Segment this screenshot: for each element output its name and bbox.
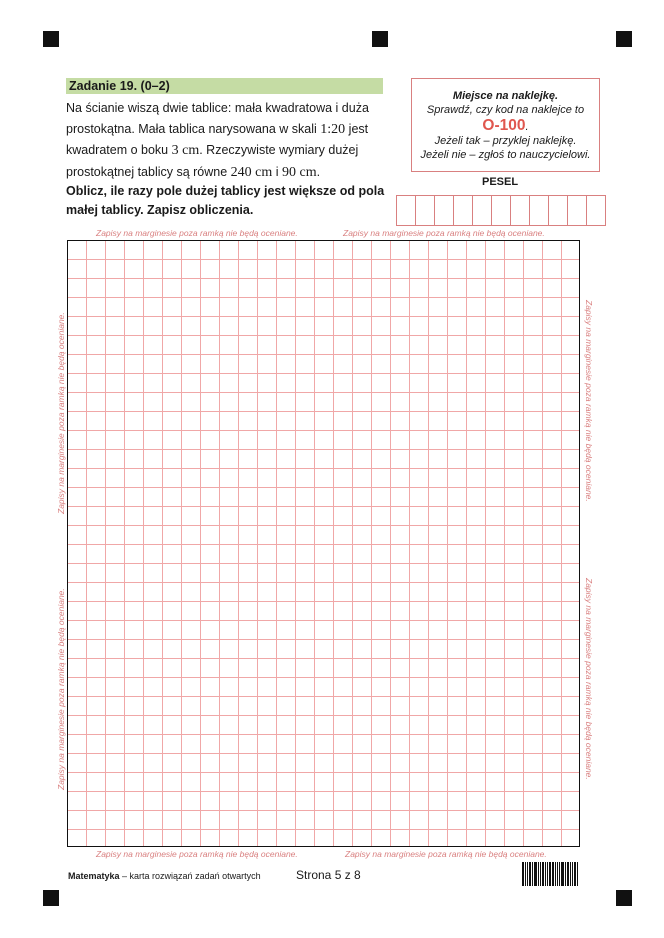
barcode-bar (557, 862, 558, 886)
dimension-1: 240 cm (230, 164, 273, 180)
barcode-bar (561, 862, 564, 886)
pesel-cell[interactable] (567, 195, 587, 226)
barcode-bar (542, 862, 544, 886)
margin-note-bottom-right: Zapisy na marginesie poza ramką nie będą oceniane. (345, 849, 547, 859)
margin-note-left-upper: Zapisy na marginesie poza ramką nie będą oceniane. (56, 312, 66, 514)
barcode-bar (570, 862, 571, 886)
pesel-label: PESEL (482, 176, 519, 188)
barcode-bar (545, 862, 546, 886)
registration-mark-top-center (372, 31, 388, 47)
sticker-box (411, 78, 600, 172)
task-text (66, 98, 386, 183)
pesel-cell[interactable] (586, 195, 606, 226)
pesel-cell[interactable] (472, 195, 492, 226)
dimension-2: 90 cm (282, 164, 317, 180)
barcode-bar (565, 862, 566, 886)
task-header: Zadanie 19. (0–2) (66, 78, 383, 94)
barcode (522, 862, 580, 886)
barcode-bar (559, 862, 560, 886)
scale-value: 1:20 (320, 121, 346, 137)
sticker-check-text: Sprawdź, czy kod na naklejce to (426, 103, 585, 116)
barcode-bar (529, 862, 531, 886)
task-instruction: Oblicz, ile razy pole dużej tablicy jest większe od pola małej tablicy. Zapisz obliczenia. (66, 184, 385, 217)
barcode-bar (538, 862, 539, 886)
margin-note-left-lower: Zapisy na marginesie poza ramką nie będą oceniane. (56, 588, 66, 790)
barcode-bar (547, 862, 548, 886)
pesel-cell[interactable] (510, 195, 530, 226)
barcode-bar (532, 862, 533, 886)
registration-mark-top-right (616, 31, 632, 47)
barcode-bar (574, 862, 576, 886)
registration-mark-bottom-right (616, 890, 632, 906)
page-number: Strona 5 z 8 (296, 868, 361, 882)
sticker-yes-text: Jeżeli tak – przyklej naklejkę. (434, 135, 577, 147)
margin-note-right-upper: Zapisy na marginesie poza ramką nie będą oceniane. (584, 300, 594, 502)
sticker-code: O-100. (482, 117, 529, 134)
side-value: 3 cm (171, 143, 200, 159)
pesel-cell[interactable] (529, 195, 549, 226)
margin-note-top-right: Zapisy na marginesie poza ramką nie będą oceniane. (343, 228, 545, 238)
sticker-title: Miejsce na naklejkę. (452, 90, 559, 102)
margin-note-top-left: Zapisy na marginesie poza ramką nie będą oceniane. (96, 228, 298, 238)
barcode-bar (540, 862, 541, 886)
barcode-bar (525, 862, 526, 886)
pesel-cell[interactable] (491, 195, 511, 226)
task-line-2: prostokątna. Mała tablica narysowana w skali 1:20 jest (66, 121, 369, 137)
margin-note-bottom-left: Zapisy na marginesie poza ramką nie będą oceniane. (96, 849, 298, 859)
task-line-1: Na ścianie wiszą dwie tablice: mała kwadratowa i duża (66, 101, 369, 115)
pesel-cell[interactable] (548, 195, 568, 226)
margin-note-right-lower: Zapisy na marginesie poza ramką nie będą oceniane. (584, 578, 594, 780)
task-line-4: prostokątnej tablicy są równe 240 cm i 90 cm. (66, 164, 321, 180)
task-line-3: kwadratem o boku 3 cm. Rzeczywiste wymiary dużej (66, 143, 359, 159)
footer-subject: Matematyka – karta rozwiązań zadań otwartych (68, 871, 261, 881)
registration-mark-top-left (43, 31, 59, 47)
barcode-bar (572, 862, 573, 886)
barcode-bar (522, 862, 524, 886)
barcode-bar (577, 862, 578, 886)
barcode-bar (552, 862, 554, 886)
barcode-bar (567, 862, 569, 886)
sticker-no-text: Jeżeli nie – zgłoś to nauczycielowi. (420, 148, 591, 161)
barcode-bar (555, 862, 556, 886)
barcode-bar (534, 862, 537, 886)
pesel-cell[interactable] (415, 195, 435, 226)
barcode-bar (549, 862, 551, 886)
pesel-boxes[interactable] (397, 195, 606, 226)
answer-grid[interactable] (67, 240, 580, 847)
registration-mark-bottom-left (43, 890, 59, 906)
pesel-cell[interactable] (434, 195, 454, 226)
pesel-cell[interactable] (453, 195, 473, 226)
pesel-cell[interactable] (396, 195, 416, 226)
barcode-bar (527, 862, 528, 886)
